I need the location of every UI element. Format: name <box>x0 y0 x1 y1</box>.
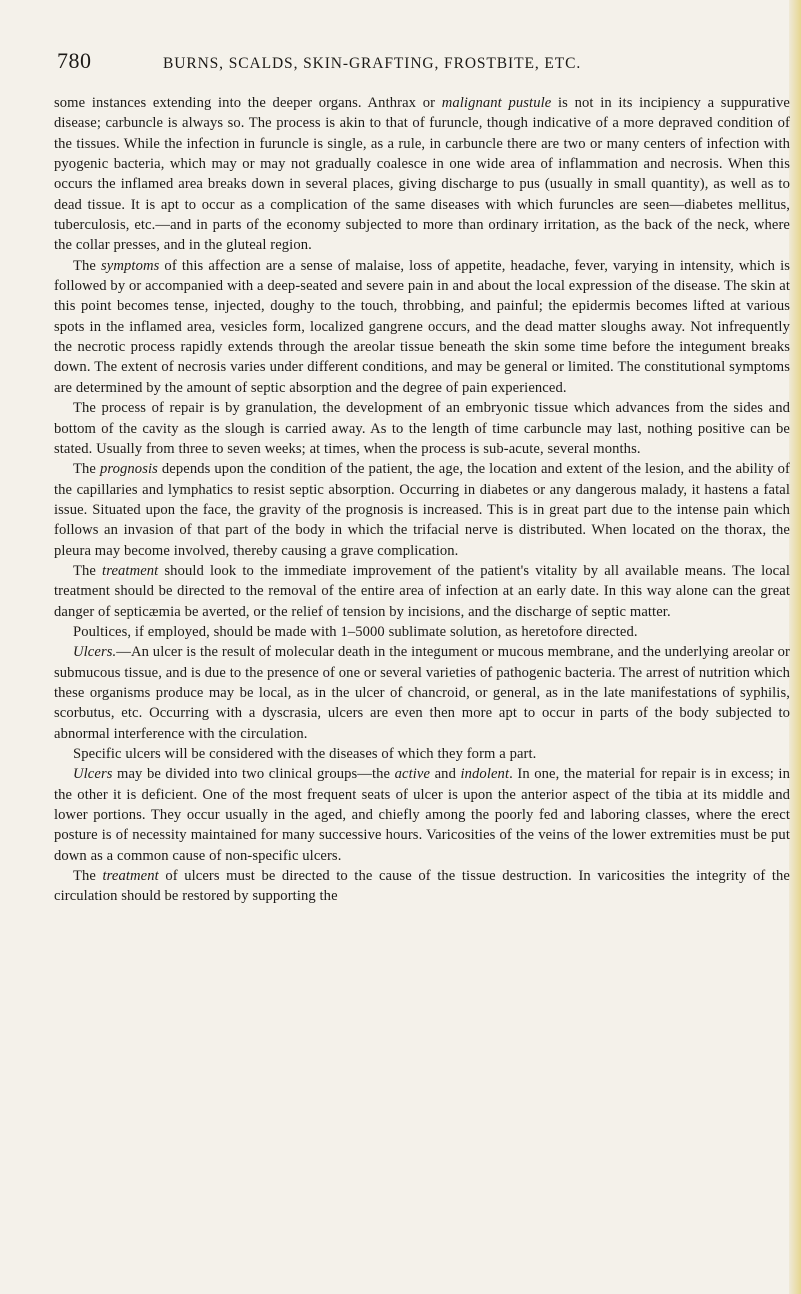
running-head: BURNS, SCALDS, SKIN-GRAFTING, FROSTBITE, ETC. <box>163 55 582 72</box>
paragraph-symptoms: The symptoms of this affection are a sense of malaise, loss of appetite, headache, fever, varying in intensity, which is followed by or accompanied with a deep-seated and severe pain in and about the local expression of the disease. The skin at this point becomes tense, injected, doughy to the touch, throbbing, and painful; the epidermis becomes lifted at various spots in the inflamed area, vesicles form, localized gangrene occurs, and the dead matter sloughs away. Not infrequently the necrotic process rapidly extends through the areolar tissue beneath the skin some time before the integument breaks down. The extent of necrosis varies under different conditions, and may be general or limited. The constitutional symptoms are determined by the amount of septic absorption and the degree of pain experienced. <box>54 257 790 396</box>
paragraph-ulcer-groups: Ulcers may be divided into two clinical groups—the active and indolent. In one, the material for repair is in excess; in the other it is deficient. One of the most frequent seats of ulcer is upon the anterior aspect of the tibia at its middle and lower portions. They occur usually in the aged, and chiefly among the poorly fed and laboring classes, where the erect posture is of necessity maintained for many successive hours. Varicosities of the veins of the lower extremities must be put down as a common cause of non-specific ulcers. <box>54 766 790 864</box>
paragraph-treatment: The treatment should look to the immediate improvement of the patient's vitality by all available means. The local treatment should be directed to the removal of the entire area of infection at an early date. In this way alone can the great danger of septicæmia be averted, or the relief of tension by incisions, and the discharge of septic matter. <box>54 562 790 620</box>
paragraph-ulcers-definition: Ulcers.—An ulcer is the result of molecular death in the integument or mucous membrane, and the underlying areolar or submucous tissue, and is due to the presence of one or several varieties of pathogenic bacteria. The arrest of nutrition which these organisms produce may be local, as in the ulcer of chancroid, or general, as in the late manifestations of syphilis, scorbutus, etc. Occurring with a dyscrasia, ulcers are even then more apt to occur in parts of the body subjected to abnormal interference with the circulation. <box>54 644 790 742</box>
body-text <box>54 93 790 907</box>
page-header <box>57 48 792 74</box>
paragraph-specific-ulcers: Specific ulcers will be considered with the diseases of which they form a part. <box>73 746 537 762</box>
paragraph-ulcer-treatment: The treatment of ulcers must be directed to the cause of the tissue destruction. In varicosities the integrity of the circulation should be restored by supporting the <box>54 868 790 905</box>
paragraph-repair: The process of repair is by granulation, the development of an embryonic tissue which advances from the sides and bottom of the cavity as the slough is carried away. As to the length of time carbuncle may last, nothing positive can be stated. Usually from three to seven weeks; at times, when the process is sub-acute, several months. <box>54 400 790 457</box>
paragraph-carbuncle-intro: some instances extending into the deeper organs. Anthrax or malignant pustule is not in its incipiency a suppurative disease; carbuncle is always so. The process is akin to that of furuncle, though indicative of a more depraved condition of the tissues. While the infection in furuncle is single, as a rule, in carbuncle there are two or many centers of infection with pyogenic bacteria, which may or may not gradually coalesce in one wide area of inflammation and necrosis. When this occurs the inflamed area breaks down in several places, giving discharge to pus (usually in small quantity), as well as to dead tissue. It is apt to occur as a complication of the same diseases with which furuncles are seen—diabetes mellitus, tuberculosis, etc.—and in parts of the economy subjected to more than ordinary irritation, as the back of the neck, where the collar presses, and in the gluteal region. <box>54 95 790 254</box>
paragraph-poultices: Poultices, if employed, should be made with 1–5000 sublimate solution, as heretofore directed. <box>73 623 638 640</box>
page-edge <box>789 0 801 1294</box>
paragraph-prognosis: The prognosis depends upon the condition of the patient, the age, the location and extent of the lesion, and the ability of the capillaries and lymphatics to resist septic absorption. Occurring in diabetes or any dangerous malady, it hastens a fatal issue. Situated upon the face, the gravity of the prognosis is increased. This is in great part due to the intense pain which follows an invasion of that part of the body in which the trifacial nerve is distributed. When located on the thorax, the pleura may become involved, thereby causing a grave complication. <box>54 461 790 559</box>
page-number: 780 <box>57 48 92 73</box>
